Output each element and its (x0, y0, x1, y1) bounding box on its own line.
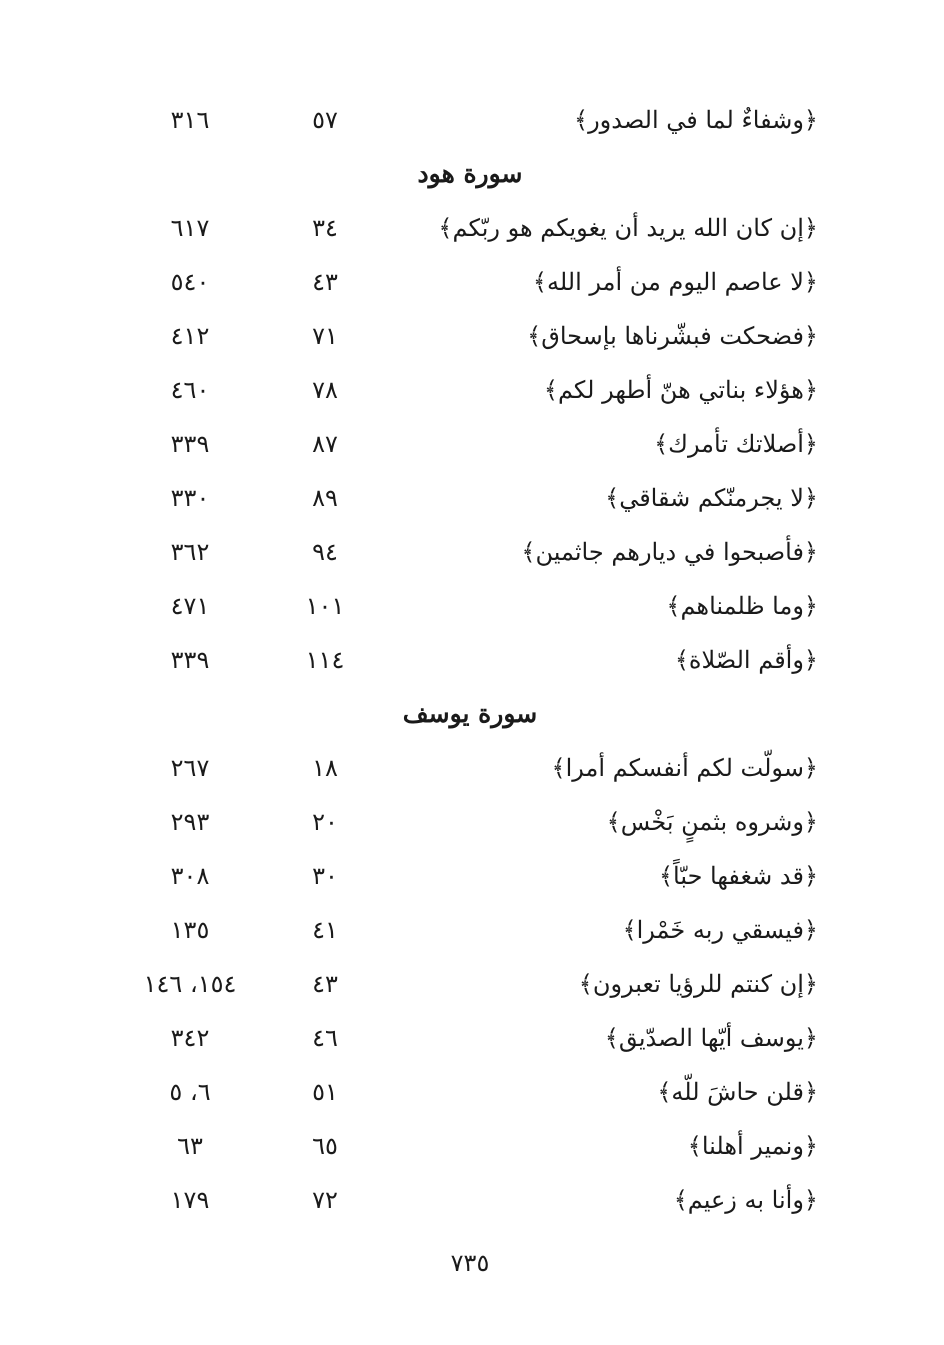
ayah-number: ٥٧ (312, 106, 338, 134)
index-entry (0, 960, 944, 1008)
page-references: ٦١٧ (170, 214, 210, 242)
index-entry (0, 1176, 944, 1224)
page-references: ٤١٢ (170, 322, 210, 350)
verse-text: ﴿قلن حاشَ للّه﴾ (657, 1078, 818, 1106)
page-references: ٤٦٠ (170, 376, 210, 404)
verse-text: ﴿فيسقي ربه خَمْرا﴾ (622, 916, 818, 944)
page-references: ٥٤٠ (170, 268, 210, 296)
ayah-number: ١٠١ (305, 592, 345, 620)
index-entry (0, 1014, 944, 1062)
ayah-number: ٣٤ (312, 214, 338, 242)
index-entry (0, 312, 944, 360)
page-references: ٣٦٢ (170, 538, 210, 566)
verse-text: ﴿إن كنتم للرؤيا تعبرون﴾ (578, 970, 818, 998)
verse-text: ﴿لا يجرمنّكم شقاقي﴾ (605, 484, 818, 512)
surah-heading: سورة هود (417, 159, 523, 188)
ayah-number: ٩٤ (312, 538, 338, 566)
index-entry (0, 1068, 944, 1116)
verse-text: ﴿وشروه بثمنٍ بَخْس﴾ (606, 808, 818, 836)
verse-text: ﴿قد شغفها حبّاً﴾ (658, 862, 818, 890)
index-entry (0, 204, 944, 252)
verse-text: ﴿يوسف أيّها الصدّيق﴾ (604, 1024, 818, 1052)
verse-text: ﴿هؤلاء بناتي هنّ أطهر لكم﴾ (543, 376, 818, 404)
ayah-number: ٦٥ (312, 1132, 338, 1160)
surah-heading: سورة يوسف (402, 699, 538, 728)
verse-text: ﴿فضحكت فبشّرناها بإسحاق﴾ (527, 322, 818, 350)
index-entry (0, 420, 944, 468)
verse-text: ﴿لا عاصم اليوم من أمر الله﴾ (532, 268, 818, 296)
ayah-number: ١١٤ (305, 646, 345, 674)
index-entry (0, 528, 944, 576)
page-references: ١٣٥ (170, 916, 210, 944)
page-references: ٣٣٩ (170, 430, 210, 458)
ayah-number: ٨٧ (312, 430, 338, 458)
index-entry (0, 96, 944, 144)
page-references: ٤٧١ (170, 592, 210, 620)
verse-text: ﴿وشفاءٌ لما في الصدور﴾ (574, 106, 818, 134)
page-references: ٣٤٢ (170, 1024, 210, 1052)
ayah-number: ٣٠ (312, 862, 338, 890)
verse-text: ﴿وأقم الصّلاة﴾ (674, 646, 818, 674)
page-references: ٣١٦ (170, 106, 210, 134)
index-entry (0, 744, 944, 792)
index-entry (0, 1122, 944, 1170)
page-references: ٣٠٨ (170, 862, 210, 890)
ayah-number: ٤٣ (312, 268, 338, 296)
ayah-number: ٥١ (312, 1078, 338, 1106)
verse-text: ﴿وأنا به زعيم﴾ (673, 1186, 818, 1214)
ayah-number: ١٨ (312, 754, 338, 782)
ayah-number: ٤١ (312, 916, 338, 944)
index-entry (0, 906, 944, 954)
index-entry (0, 366, 944, 414)
page-references: ٦، ٥ (169, 1078, 211, 1106)
verse-text: ﴿ونمير أهلنا﴾ (687, 1132, 818, 1160)
ayah-number: ٤٦ (312, 1024, 338, 1052)
verse-text: ﴿إن كان الله يريد أن يغويكم هو ربّكم﴾ (438, 214, 818, 242)
ayah-number: ٧١ (312, 322, 338, 350)
index-entry (0, 582, 944, 630)
ayah-number: ٤٣ (312, 970, 338, 998)
page-number: ٧٣٥ (450, 1249, 490, 1277)
ayah-number: ٨٩ (312, 484, 338, 512)
verse-text: ﴿وما ظلمناهم﴾ (666, 592, 818, 620)
page-references: ٣٣٩ (170, 646, 210, 674)
verse-text: ﴿فأصبحوا في ديارهم جاثمين﴾ (521, 538, 818, 566)
index-entry (0, 258, 944, 306)
index-entry (0, 798, 944, 846)
page-references: ٢٦٧ (170, 754, 210, 782)
ayah-number: ٢٠ (312, 808, 338, 836)
ayah-number: ٧٨ (312, 376, 338, 404)
verse-text: ﴿أصلاتك تأمرك﴾ (654, 430, 818, 458)
page-references: ١٥٤، ١٤٦ (143, 970, 237, 998)
index-entry (0, 474, 944, 522)
page-references: ٣٣٠ (170, 484, 210, 512)
verse-text: ﴿سولّت لكم أنفسكم أمرا﴾ (551, 754, 818, 782)
ayah-number: ٧٢ (312, 1186, 338, 1214)
page-references: ٦٣ (177, 1132, 203, 1160)
page-references: ١٧٩ (170, 1186, 210, 1214)
page-references: ٢٩٣ (170, 808, 210, 836)
index-entry (0, 852, 944, 900)
index-entry (0, 636, 944, 684)
